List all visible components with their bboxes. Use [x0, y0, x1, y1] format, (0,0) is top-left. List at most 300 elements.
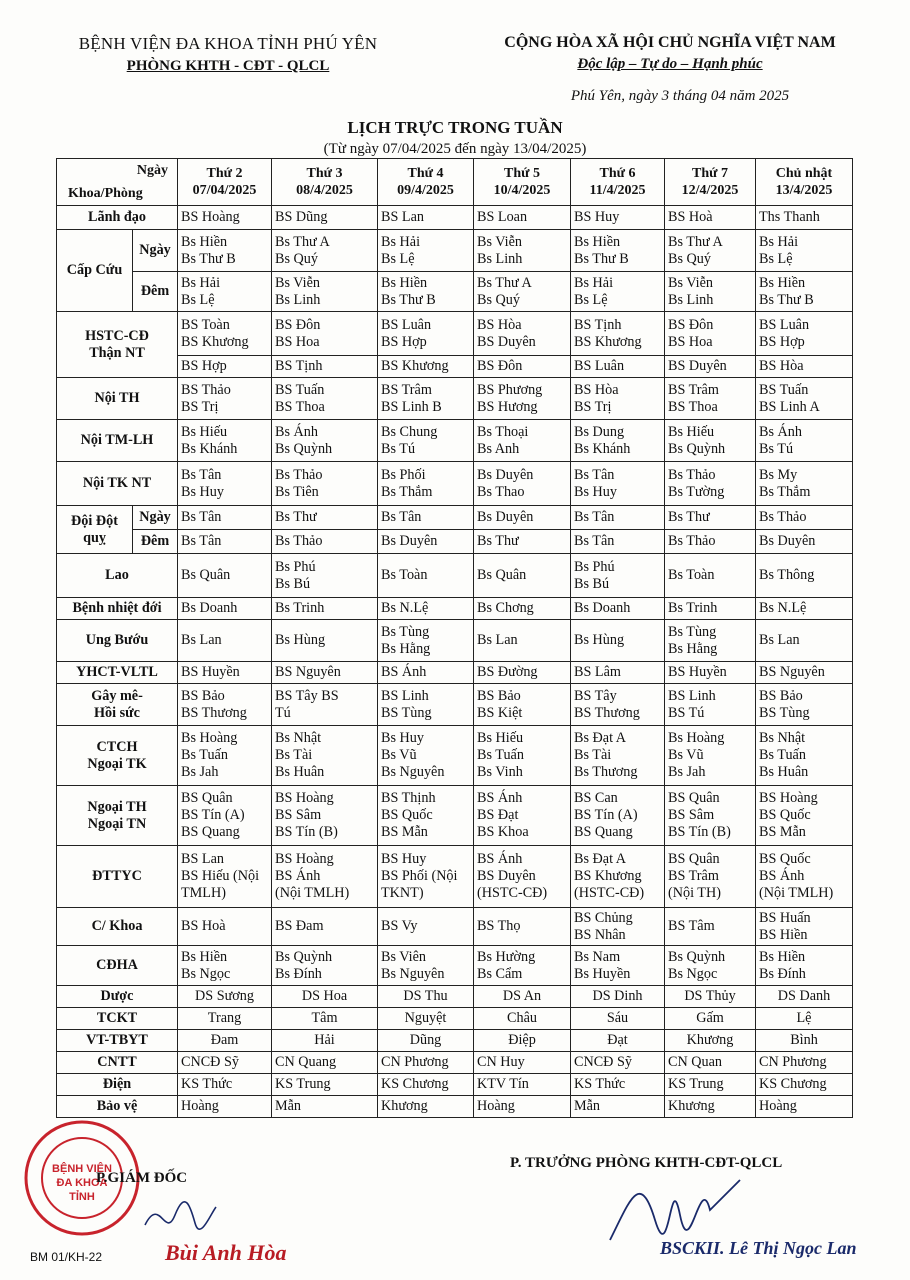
schedule-cell: Bs Doanh — [571, 598, 665, 620]
table-row — [57, 420, 853, 462]
cell-line: Bs Hiếu — [477, 730, 524, 746]
schedule-cell — [474, 620, 571, 662]
schedule-cell: Khương — [378, 1096, 474, 1118]
dept-cell — [57, 846, 178, 908]
cell-line: BS Hợp — [381, 333, 427, 350]
schedule-cell — [272, 908, 378, 946]
table-row — [57, 908, 853, 946]
schedule-cell: CN Quan — [665, 1052, 756, 1074]
schedule-cell: Bs N.Lệ — [756, 598, 853, 620]
schedule-cell — [571, 272, 665, 312]
schedule-cell — [272, 946, 378, 986]
schedule-cell — [665, 420, 756, 462]
schedule-cell: KS Chương — [756, 1074, 853, 1096]
schedule-cell: BS Huyền — [665, 662, 756, 684]
cell-line: Bs Nguyên — [381, 965, 445, 982]
cell-line: Bs Tài — [574, 747, 612, 763]
schedule-cell: KS Thức — [571, 1074, 665, 1096]
dept-name: Điện — [102, 1076, 132, 1092]
schedule-cell: CNCĐ Sỹ — [571, 1052, 665, 1074]
shift-label: Ngày — [133, 506, 178, 530]
table-row — [57, 1030, 853, 1052]
cell-line: Bs Tuấn — [477, 747, 524, 763]
schedule-cell — [571, 312, 665, 356]
schedule-cell — [474, 946, 571, 986]
schedule-cell — [178, 420, 272, 462]
dept-name: Ngoại TH — [87, 798, 147, 815]
dept-name: Ngoại TN — [87, 815, 147, 832]
cell-line: Bs Hải — [181, 274, 221, 291]
cell-line: BS Chủng — [574, 909, 633, 926]
cell-line: Bs Tùng — [381, 623, 430, 640]
dept-cell — [57, 986, 178, 1008]
cell-line: BS Linh — [668, 687, 716, 704]
schedule-cell: Bs Tân — [178, 530, 272, 554]
schedule-cell: Hoàng — [474, 1096, 571, 1118]
cell-line: Bs Quý — [668, 250, 711, 267]
schedule-cell: DS Hoa — [272, 986, 378, 1008]
cell-line: BS Hoàng — [275, 851, 334, 867]
cell-line: Bs Hằng — [381, 640, 431, 657]
schedule-cell: BS Ánh — [378, 662, 474, 684]
dept-cell — [57, 684, 178, 726]
org-header — [58, 34, 398, 75]
dept-cell — [57, 554, 178, 598]
cell-line: BS Mẫn — [759, 824, 806, 840]
cell-line: Bs Lệ — [181, 291, 215, 308]
cell-line: BS Bảo — [181, 687, 225, 704]
cell-line: BS Mẫn — [381, 824, 428, 840]
cell-line: Bs Jah — [181, 764, 219, 780]
schedule-cell — [272, 420, 378, 462]
table-row — [57, 662, 853, 684]
cell-line: BS Trị — [574, 398, 612, 415]
table-row — [57, 620, 853, 662]
dept-cell — [57, 1008, 178, 1030]
schedule-cell — [665, 378, 756, 420]
schedule-cell — [665, 462, 756, 506]
schedule-cell: Bs Thư — [272, 506, 378, 530]
day-date: 08/4/2025 — [296, 183, 353, 198]
cell-line: Bs Thư B — [381, 291, 436, 308]
cell-line: (Nội TMLH) — [275, 885, 350, 901]
svg-text:TỈNH: TỈNH — [69, 1191, 95, 1203]
cell-line: Bs Dung — [574, 423, 625, 440]
schedule-cell — [178, 908, 272, 946]
cell-line: BS Lan — [181, 851, 224, 867]
svg-text:BỆNH VIỆN: BỆNH VIỆN — [52, 1163, 112, 1175]
cell-line: TMLH) — [181, 885, 226, 901]
dept-name: PHÒNG KHTH - CĐT - QLCL — [126, 58, 330, 74]
schedule-cell — [178, 786, 272, 846]
table-row — [57, 1096, 853, 1118]
schedule-cell: BS Nguyên — [272, 662, 378, 684]
schedule-cell — [571, 684, 665, 726]
schedule-cell: BS Huy — [571, 206, 665, 230]
cell-line: (HSTC-CĐ) — [477, 885, 548, 901]
cell-line: BS Quân — [181, 790, 233, 806]
dept-name: Lao — [105, 567, 129, 583]
schedule-cell — [665, 726, 756, 786]
day-name: Thứ 2 — [206, 166, 243, 181]
cell-line: BS Quốc — [759, 807, 811, 823]
cell-line: Bs Huyền — [574, 965, 631, 982]
schedule-cell — [571, 378, 665, 420]
schedule-cell — [571, 908, 665, 946]
cell-line: BS Linh A — [759, 398, 820, 415]
schedule-cell: Đạt — [571, 1030, 665, 1052]
cell-line: BS Khương — [574, 333, 642, 350]
schedule-cell: Dũng — [378, 1030, 474, 1052]
cell-line: BS Tuấn — [275, 381, 325, 398]
cell-line: BS Khương — [181, 333, 249, 350]
svg-text:ĐA KHOA: ĐA KHOA — [56, 1177, 108, 1189]
schedule-cell — [571, 462, 665, 506]
schedule-cell: Trang — [178, 1008, 272, 1030]
cell-line: BS Quốc — [381, 807, 433, 823]
day-header — [756, 159, 853, 206]
cell-line: BS Hoa — [668, 333, 713, 350]
dept-cell — [57, 506, 133, 554]
cell-line: BS Tâm — [668, 918, 715, 934]
schedule-cell: CN Phương — [378, 1052, 474, 1074]
cell-line: Bs Bú — [574, 575, 610, 592]
schedule-cell: KS Chương — [378, 1074, 474, 1096]
schedule-cell — [756, 420, 853, 462]
cell-line: BS Thương — [574, 704, 640, 721]
cell-line: Bs Thư A — [275, 233, 330, 250]
schedule-cell — [378, 620, 474, 662]
day-name: Thứ 6 — [599, 166, 636, 181]
motto: Độc lập – Tự do – Hạnh phúc — [577, 56, 763, 72]
schedule-cell: BS Dũng — [272, 206, 378, 230]
dept-name: VT-TBYT — [86, 1032, 148, 1048]
schedule-cell: KS Trung — [665, 1074, 756, 1096]
dept-name: Dược — [100, 988, 134, 1004]
day-header — [272, 159, 378, 206]
cell-line: Bs Quý — [477, 291, 520, 308]
cell-line: BS Hoa — [275, 333, 320, 350]
schedule-cell — [571, 786, 665, 846]
day-header — [665, 159, 756, 206]
cell-line: Bs Viễn — [477, 233, 522, 250]
cell-line: Bs Tường — [668, 483, 725, 500]
cell-line: BS Trị — [181, 398, 219, 415]
schedule-cell — [756, 908, 853, 946]
schedule-cell — [178, 554, 272, 598]
cell-line: BS Trâm — [668, 381, 719, 398]
schedule-cell — [474, 420, 571, 462]
table-row — [57, 206, 853, 230]
schedule-cell — [272, 272, 378, 312]
shift-label: Đêm — [133, 272, 178, 312]
cell-line: Bs Tân — [574, 466, 615, 483]
cell-line: Bs Viễn — [668, 274, 713, 291]
schedule-cell: Bình — [756, 1030, 853, 1052]
schedule-cell — [272, 230, 378, 272]
schedule-cell: DS Thu — [378, 986, 474, 1008]
schedule-cell — [272, 726, 378, 786]
cell-line: Bs Thư B — [181, 250, 236, 267]
table-row — [57, 786, 853, 846]
cell-line: BS Tây BS — [275, 687, 339, 704]
schedule-cell: Bs Thư — [474, 530, 571, 554]
cell-line: BS Hoàng — [275, 790, 334, 806]
schedule-cell — [178, 230, 272, 272]
schedule-cell — [756, 946, 853, 986]
schedule-cell — [378, 684, 474, 726]
cell-line: Bs Hiền — [181, 948, 228, 965]
cell-line: BS Quang — [181, 824, 240, 840]
schedule-cell: DS Thủy — [665, 986, 756, 1008]
schedule-cell: CNCĐ Sỹ — [178, 1052, 272, 1074]
schedule-cell — [756, 726, 853, 786]
cell-line: Bs Viễn — [275, 274, 320, 291]
cell-line: BS Quang — [574, 824, 633, 840]
date-line: Phú Yên, ngày 3 tháng 04 năm 2025 — [570, 88, 790, 104]
schedule-cell: Bs Doanh — [178, 598, 272, 620]
dept-cell — [57, 206, 178, 230]
cell-line: BS Hoàng — [759, 790, 818, 806]
day-date: 11/4/2025 — [589, 183, 646, 198]
director-title: P.GIÁM ĐỐC — [96, 1170, 188, 1186]
dept-cell — [57, 1030, 178, 1052]
dept-cell — [57, 726, 178, 786]
schedule-cell — [474, 272, 571, 312]
schedule-cell — [272, 846, 378, 908]
schedule-cell: Bs Tân — [378, 506, 474, 530]
schedule-cell: Bs Duyên — [378, 530, 474, 554]
schedule-body — [57, 159, 853, 1118]
day-name: Thứ 4 — [407, 166, 444, 181]
schedule-cell — [665, 786, 756, 846]
schedule-cell: Điệp — [474, 1030, 571, 1052]
cell-line: Bs Nhật — [275, 730, 322, 746]
schedule-cell — [378, 946, 474, 986]
cell-line: Bs Vũ — [381, 747, 417, 763]
schedule-cell: Bs Tân — [178, 506, 272, 530]
schedule-cell: Bs N.Lệ — [378, 598, 474, 620]
cell-line: Bs Hiền — [181, 233, 228, 250]
schedule-cell: BS Lan — [378, 206, 474, 230]
schedule-cell — [571, 554, 665, 598]
dept-name: YHCT-VLTL — [76, 664, 158, 680]
cell-line: BS Nhân — [574, 926, 626, 943]
schedule-cell — [474, 462, 571, 506]
cell-line: Bs Nguyên — [381, 764, 445, 780]
cell-line: Bs Quỳnh — [275, 948, 333, 965]
cell-line: Bs Tú — [759, 440, 794, 457]
cell-line: Bs Quỳnh — [668, 948, 726, 965]
head-name: BSCKII. Lê Thị Ngọc Lan — [660, 1238, 857, 1258]
cell-line: BS Khương — [574, 868, 642, 884]
cell-line: Bs Tiên — [275, 483, 319, 500]
dept-name: Hồi sức — [94, 704, 140, 721]
table-row — [57, 378, 853, 420]
schedule-cell: BS Hoàng — [178, 206, 272, 230]
schedule-cell: Hoàng — [178, 1096, 272, 1118]
schedule-cell: BS Loan — [474, 206, 571, 230]
dept-name: Nội TK NT — [82, 475, 152, 491]
day-name: Thứ 7 — [691, 166, 729, 181]
cell-line: BS Can — [574, 790, 618, 806]
cell-line: Tú — [275, 704, 291, 721]
cell-line: Bs Hiếu — [181, 423, 228, 440]
cell-line: Bs Thông — [759, 567, 815, 583]
cell-line: BS Tịnh — [574, 316, 622, 333]
cell-line: BS Hoà — [181, 918, 226, 934]
cell-line: Bs Tuấn — [181, 747, 228, 763]
schedule-cell: BS Lâm — [571, 662, 665, 684]
schedule-cell: BS Hòa — [756, 356, 853, 378]
schedule-cell — [378, 786, 474, 846]
schedule-cell — [272, 684, 378, 726]
cell-line: Bs Huân — [275, 764, 325, 780]
cell-line: BS Tùng — [381, 704, 432, 721]
cell-line: Bs Hiền — [574, 233, 621, 250]
cell-line: BS Phối (Nội — [381, 868, 458, 884]
cell-line: BS Tuấn — [759, 381, 809, 398]
nation-name: CỘNG HÒA XÃ HỘI CHỦ NGHĨA VIỆT NAM — [504, 34, 836, 51]
schedule-cell — [178, 462, 272, 506]
cell-line: Bs Duyên — [477, 466, 534, 483]
schedule-cell: Sáu — [571, 1008, 665, 1030]
cell-line: Bs Toàn — [381, 567, 428, 583]
cell-line: BS Duyên — [477, 868, 536, 884]
cell-line: Bs Ánh — [275, 423, 318, 440]
cell-line: Bs Thư B — [759, 291, 814, 308]
cell-line: BS Tú — [668, 704, 705, 721]
cell-line: Bs Jah — [668, 764, 706, 780]
schedule-cell: BS Huyền — [178, 662, 272, 684]
schedule-cell — [178, 272, 272, 312]
schedule-cell — [474, 846, 571, 908]
schedule-cell — [665, 684, 756, 726]
cell-line: Bs Vũ — [668, 747, 704, 763]
table-row — [57, 598, 853, 620]
cell-line: Bs Bú — [275, 575, 311, 592]
schedule-cell — [474, 378, 571, 420]
cell-line: BS Hương — [477, 398, 538, 415]
dept-name: Ngoại TK — [87, 755, 147, 772]
cell-line: Bs Ánh — [759, 423, 802, 440]
cell-line: Bs Ngọc — [668, 965, 718, 982]
cell-line: Bs Viên — [381, 948, 426, 965]
table-row — [57, 684, 853, 726]
cell-line: BS Quân — [668, 790, 720, 806]
table-row — [57, 1074, 853, 1096]
schedule-cell: DS Dinh — [571, 986, 665, 1008]
form-code: BM 01/KH-22 — [30, 1250, 103, 1264]
cell-line: BS Trâm — [381, 381, 432, 398]
schedule-cell — [474, 230, 571, 272]
cell-line: BS Tây — [574, 687, 617, 704]
schedule-cell: Hải — [272, 1030, 378, 1052]
dept-cell — [57, 420, 178, 462]
cell-line: Bs Hằng — [668, 640, 718, 657]
schedule-cell: Mẫn — [571, 1096, 665, 1118]
cell-line: Bs Linh — [477, 250, 523, 267]
cell-line: Bs Hải — [574, 274, 614, 291]
schedule-cell: BS Nguyên — [756, 662, 853, 684]
day-name: Thứ 3 — [306, 166, 343, 181]
shift-label: Ngày — [133, 230, 178, 272]
cell-line: Bs Hùng — [275, 632, 326, 648]
cell-line: BS Thương — [181, 704, 247, 721]
table-row — [57, 530, 853, 554]
cell-line: Bs Thương — [574, 764, 638, 780]
cell-line: Bs Đạt A — [574, 730, 627, 746]
schedule-cell: Bs Tân — [571, 506, 665, 530]
cell-line: Bs Quân — [181, 567, 231, 583]
dept-cell — [57, 662, 178, 684]
cell-line: Bs Đính — [275, 965, 322, 982]
cell-line: BS Trâm — [668, 868, 719, 884]
schedule-cell: Lệ — [756, 1008, 853, 1030]
schedule-cell — [756, 378, 853, 420]
cell-line: BS Luân — [759, 316, 810, 333]
cell-line: Bs Tùng — [668, 623, 717, 640]
schedule-cell: KS Thức — [178, 1074, 272, 1096]
table-row — [57, 1008, 853, 1030]
cell-line: Bs Hải — [381, 233, 421, 250]
page-subtitle: (Từ ngày 07/04/2025 đến ngày 13/04/2025) — [323, 141, 587, 157]
cell-line: Bs Huy — [181, 483, 224, 500]
dept-cell — [57, 598, 178, 620]
cell-line: BS Hòa — [477, 316, 522, 333]
schedule-cell: Mẫn — [272, 1096, 378, 1118]
cell-line: Bs Hiền — [759, 274, 806, 291]
cell-line: Bs Hiền — [759, 948, 806, 965]
table-row — [57, 554, 853, 598]
cell-line: Bs Đạt A — [574, 851, 627, 867]
cell-line: BS Tín (A) — [574, 807, 638, 823]
cell-line: Bs Hường — [477, 948, 536, 965]
schedule-cell: Châu — [474, 1008, 571, 1030]
schedule-cell: DS Danh — [756, 986, 853, 1008]
cell-line: BS Linh B — [381, 398, 442, 415]
schedule-cell — [571, 726, 665, 786]
schedule-cell — [178, 726, 272, 786]
schedule-cell: BS Luân — [571, 356, 665, 378]
schedule-cell: Bs Duyên — [756, 530, 853, 554]
schedule-cell — [178, 684, 272, 726]
day-header — [474, 159, 571, 206]
dept-name: CTCH — [96, 738, 138, 755]
dept-cell — [57, 908, 178, 946]
schedule-cell — [178, 620, 272, 662]
cell-line: BS Đôn — [275, 316, 321, 333]
cell-line: Bs Hoàng — [181, 730, 238, 746]
cell-line: Bs Thảo — [668, 466, 716, 483]
cell-line: Bs Hoàng — [668, 730, 725, 746]
nation-header — [470, 34, 870, 73]
dept-cell — [57, 1096, 178, 1118]
schedule-cell: Khương — [665, 1096, 756, 1118]
schedule-cell: DS Sương — [178, 986, 272, 1008]
cell-line: Bs Thoại — [477, 423, 529, 440]
schedule-cell — [756, 846, 853, 908]
dept-name: quỵ — [83, 529, 106, 546]
cell-line: Bs Lệ — [759, 250, 793, 267]
cell-line: Bs Thư A — [477, 274, 532, 291]
schedule-cell: Khương — [665, 1030, 756, 1052]
table-row — [57, 312, 853, 356]
schedule-cell: KS Trung — [272, 1074, 378, 1096]
schedule-cell — [178, 946, 272, 986]
schedule-cell — [178, 378, 272, 420]
cell-line: Bs Lan — [759, 632, 800, 648]
